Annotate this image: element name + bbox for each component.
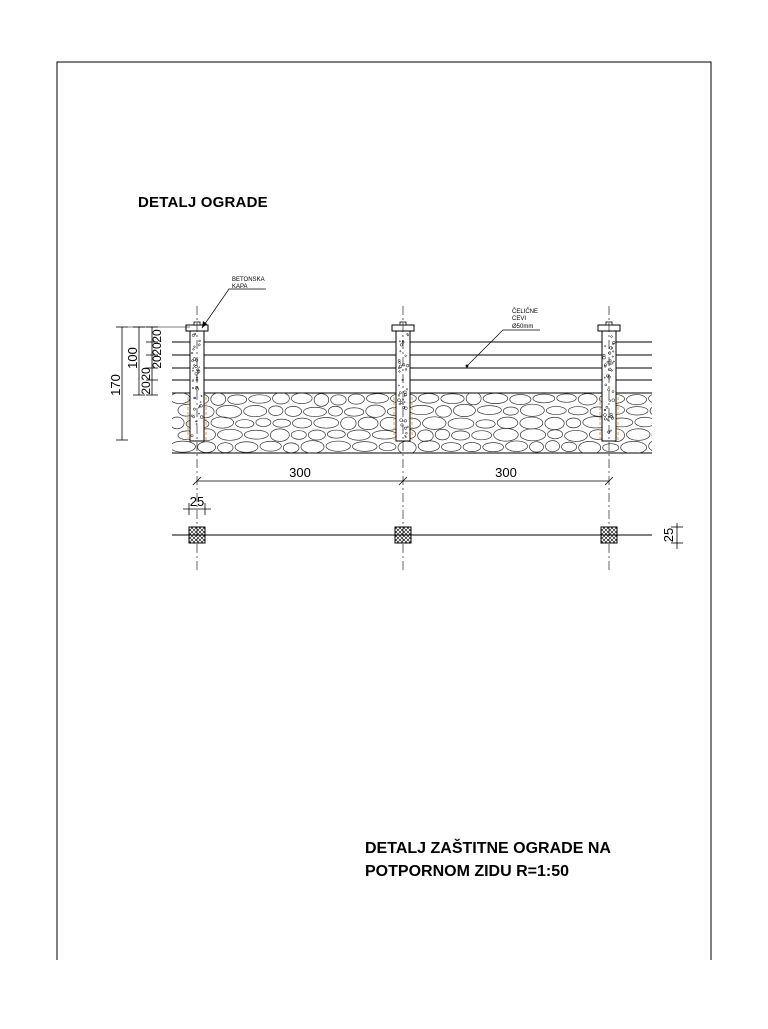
stone [372, 431, 397, 440]
stone [603, 444, 619, 452]
stone [533, 394, 555, 403]
dim-pipe-spacing: 20 [139, 367, 153, 381]
stone [341, 417, 356, 429]
stone [211, 417, 234, 428]
leader-dot [466, 365, 469, 368]
stone [548, 430, 563, 439]
stone [170, 417, 184, 429]
cap-label-line2: KAPA [232, 284, 248, 290]
stone [476, 420, 495, 428]
stone [483, 393, 508, 403]
stone [435, 429, 449, 440]
stone [244, 406, 267, 417]
post-plan [601, 527, 617, 543]
stone [291, 393, 312, 403]
stone [497, 417, 518, 428]
stone [211, 393, 226, 405]
dim-pipe-spacing: 20 [150, 329, 164, 343]
cap-label-line1: BETONSKA [232, 277, 265, 283]
dim-total-height: 170 [108, 374, 123, 396]
dim-pipe-spacing: 20 [150, 355, 164, 369]
stone [398, 441, 416, 454]
drawing-caption [365, 837, 611, 883]
stone [314, 418, 339, 429]
stone [649, 440, 670, 453]
dim-post-spacing-left: 300 [289, 465, 311, 480]
stone [494, 428, 519, 441]
stone [216, 405, 242, 418]
stone [273, 419, 291, 427]
stone [217, 429, 242, 440]
dim-post-width: 25 [189, 494, 205, 509]
leaders [202, 289, 540, 366]
stone [348, 394, 364, 404]
dim-pipe-spacing: 20 [139, 381, 153, 395]
stone [326, 441, 350, 451]
stone [244, 430, 268, 439]
stone [477, 406, 501, 415]
stone [520, 404, 544, 416]
dim-fence-height: 100 [125, 347, 140, 369]
stone [423, 417, 446, 430]
stone [291, 431, 306, 440]
stone [635, 417, 655, 427]
stone [530, 442, 544, 452]
stone [256, 418, 271, 426]
steel-pipes [172, 342, 652, 380]
stone [409, 405, 434, 414]
stone [557, 394, 576, 402]
stone [344, 408, 363, 416]
dim-post-spacing-right: 300 [495, 465, 517, 480]
stone [358, 417, 378, 430]
plan-view [172, 503, 683, 549]
stone [463, 442, 481, 451]
stone [579, 441, 601, 454]
stone [260, 441, 281, 451]
stone [418, 430, 434, 442]
stone [352, 442, 377, 452]
stone [503, 407, 518, 415]
pipes-label-line2: CEVI [512, 316, 527, 322]
stone [379, 443, 396, 451]
stone [466, 392, 481, 405]
stone [562, 442, 577, 452]
post-plan [395, 527, 411, 543]
stone [510, 395, 531, 405]
stone [273, 393, 290, 404]
stone [436, 406, 452, 418]
stone [649, 393, 668, 403]
stone [650, 406, 665, 416]
stone [198, 442, 216, 453]
stone [301, 441, 324, 454]
pipes-label-line1: ČELIČNE [512, 309, 539, 315]
caption-line-1: DETALJ ZAŠTITNE OGRADE NA [365, 840, 611, 857]
stone [236, 420, 254, 428]
stone [283, 443, 299, 453]
pipes-label-line3: Ø50mm [512, 324, 534, 330]
stone [347, 430, 370, 440]
stone [366, 394, 388, 403]
stone [218, 443, 233, 453]
stone [314, 394, 329, 407]
stone [545, 417, 564, 429]
stone [308, 430, 325, 440]
stone [520, 417, 543, 429]
stone [331, 395, 346, 405]
stone [472, 431, 492, 440]
stone [328, 406, 342, 416]
stone [269, 406, 283, 416]
stone [546, 441, 560, 452]
stone [520, 429, 545, 441]
stone [627, 407, 648, 415]
stone [418, 441, 439, 452]
dim-post-depth: 25 [661, 527, 676, 543]
stone [249, 395, 271, 403]
stone [327, 430, 345, 438]
stone [483, 443, 504, 452]
stone [441, 394, 464, 404]
caption-line-2: POTPORNOM ZIDU R=1:50 [365, 863, 570, 880]
stone [568, 407, 588, 415]
stone [366, 405, 385, 417]
dim-pipe-spacing: 20 [150, 342, 164, 356]
stone [285, 406, 302, 416]
stone [565, 430, 588, 441]
stone [235, 442, 258, 453]
stone [418, 393, 439, 403]
stone [652, 431, 673, 440]
stone [452, 431, 470, 440]
stone [442, 443, 462, 452]
drawing-title: DETALJ OGRADE [138, 194, 268, 211]
stone [228, 395, 247, 404]
stone [304, 407, 327, 416]
stone [578, 394, 597, 405]
stone [506, 441, 528, 451]
stone [627, 429, 650, 441]
stone [546, 406, 566, 414]
stone [270, 429, 289, 441]
stone [170, 393, 190, 404]
stone [627, 395, 647, 405]
stone [621, 441, 647, 453]
stone [566, 418, 581, 428]
stone [170, 441, 196, 452]
stone [448, 418, 474, 429]
stone [657, 417, 683, 428]
stone [453, 404, 475, 416]
post-plan [189, 527, 205, 543]
stone [293, 418, 312, 428]
